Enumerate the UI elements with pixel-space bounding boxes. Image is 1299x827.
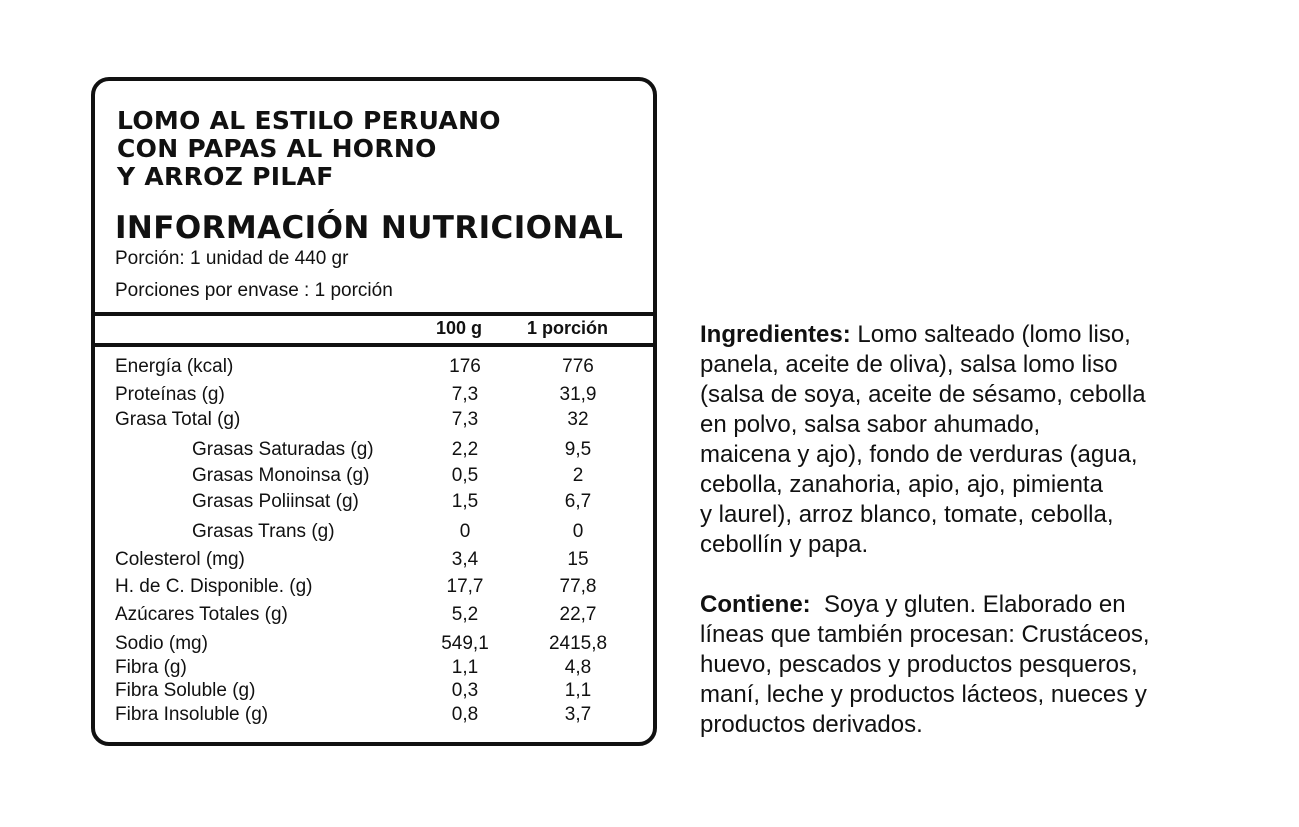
contains-first-line bbox=[700, 590, 1260, 620]
nutrient-name: Fibra Soluble (g) bbox=[115, 680, 256, 701]
nutrient-value-portion: 0 bbox=[572, 521, 584, 542]
nutrient-value-portion: 6,7 bbox=[564, 491, 592, 512]
ingredients-text: cebollín y papa. bbox=[700, 531, 869, 558]
nutrient-value-100g: 549,1 bbox=[441, 633, 489, 654]
nutrient-value-portion: 32 bbox=[567, 409, 589, 430]
nutrient-value-portion: 15 bbox=[567, 549, 589, 570]
nutrient-value-portion: 2 bbox=[572, 465, 584, 486]
nutrient-name: Grasas Poliinsat (g) bbox=[192, 491, 359, 512]
nutrient-row-hidratos bbox=[95, 575, 653, 599]
nutrient-name: Fibra (g) bbox=[115, 657, 187, 678]
nutrient-value-100g: 1,5 bbox=[451, 491, 479, 512]
nutrient-name: Energía (kcal) bbox=[115, 356, 234, 377]
table-header-divider bbox=[95, 343, 653, 347]
nutrient-value-portion: 31,9 bbox=[559, 384, 597, 405]
nutrient-row-colesterol bbox=[95, 548, 653, 572]
nutrient-value-portion: 3,7 bbox=[564, 704, 592, 725]
nutrient-name: Grasa Total (g) bbox=[115, 409, 241, 430]
contains-text: productos derivados. bbox=[700, 711, 923, 738]
servings-per-container: Porciones por envase : 1 porción bbox=[115, 280, 393, 301]
contains-text: maní, leche y productos lácteos, nueces y bbox=[700, 681, 1147, 708]
ingredients-text: cebolla, zanahoria, apio, ajo, pimienta bbox=[700, 471, 1103, 498]
nutrient-value-100g: 176 bbox=[449, 356, 481, 377]
nutrient-value-100g: 7,3 bbox=[451, 409, 479, 430]
contains-text: líneas que también procesan: Crustáceos, bbox=[700, 621, 1150, 648]
nutrient-value-100g: 3,4 bbox=[451, 549, 479, 570]
contains-block bbox=[700, 590, 1260, 740]
nutrient-row-grasas-monoinsa bbox=[95, 464, 653, 488]
nutrient-row-proteinas bbox=[95, 383, 653, 407]
ingredients-label: Ingredientes: bbox=[700, 321, 851, 348]
contains-text: huevo, pescados y productos pesqueros, bbox=[700, 651, 1138, 678]
ingredients-text: Lomo salteado (lomo liso, bbox=[850, 321, 1131, 348]
ingredients-block bbox=[700, 320, 1260, 560]
nutrient-value-portion: 9,5 bbox=[564, 439, 592, 460]
ingredients-text: panela, aceite de oliva), salsa lomo liso bbox=[700, 351, 1118, 378]
contains-text: Soya y gluten. Elaborado en bbox=[810, 591, 1126, 618]
nutrient-value-100g: 5,2 bbox=[451, 604, 479, 625]
nutrient-name: Fibra Insoluble (g) bbox=[115, 704, 269, 725]
nutrient-name: Grasas Trans (g) bbox=[192, 521, 335, 542]
nutrient-name: Colesterol (mg) bbox=[115, 549, 245, 570]
nutrient-row-grasas-trans bbox=[95, 520, 653, 544]
nutrient-row-fibra-insoluble bbox=[95, 703, 653, 727]
nutrient-value-100g: 0,5 bbox=[451, 465, 479, 486]
nutrient-name: Grasas Monoinsa (g) bbox=[192, 465, 370, 486]
nutrient-row-grasas-poliinsat bbox=[95, 490, 653, 514]
nutrient-value-portion: 4,8 bbox=[564, 657, 592, 678]
column-header-portion: 1 porción bbox=[527, 318, 609, 338]
nutrient-value-100g: 2,2 bbox=[451, 439, 479, 460]
nutrient-value-100g: 7,3 bbox=[451, 384, 479, 405]
serving-size: Porción: 1 unidad de 440 gr bbox=[115, 248, 349, 269]
nutrient-row-energia bbox=[95, 355, 653, 379]
nutrient-value-100g: 0,3 bbox=[451, 680, 479, 701]
nutrient-value-100g: 17,7 bbox=[446, 576, 484, 597]
table-top-divider bbox=[95, 312, 653, 316]
column-header-100g: 100 g bbox=[436, 318, 483, 338]
nutrient-name: Proteínas (g) bbox=[115, 384, 225, 405]
ingredients-text: maicena y ajo), fondo de verduras (agua, bbox=[700, 441, 1138, 468]
nutrition-facts-panel bbox=[91, 77, 657, 746]
nutrient-row-azucares bbox=[95, 603, 653, 627]
nutrient-value-100g: 0 bbox=[459, 521, 471, 542]
nutrient-name: Sodio (mg) bbox=[115, 633, 208, 654]
nutrition-section-title: INFORMACIÓN NUTRICIONAL bbox=[115, 210, 624, 246]
ingredients-text: en polvo, salsa sabor ahumado, bbox=[700, 411, 1041, 438]
nutrient-name: Azúcares Totales (g) bbox=[115, 604, 288, 625]
nutrient-value-100g: 0,8 bbox=[451, 704, 479, 725]
ingredients-first-line bbox=[700, 320, 1260, 350]
nutrient-row-grasas-saturadas bbox=[95, 438, 653, 462]
nutrient-value-portion: 77,8 bbox=[559, 576, 597, 597]
nutrient-value-portion: 776 bbox=[562, 356, 594, 377]
nutrient-row-sodio bbox=[95, 632, 653, 656]
nutrient-value-portion: 2415,8 bbox=[548, 633, 608, 654]
contains-label: Contiene: bbox=[700, 591, 811, 618]
product-title: LOMO AL ESTILO PERUANO CON PAPAS AL HORNO Y ARROZ PILAF bbox=[117, 106, 501, 191]
ingredients-text: (salsa de soya, aceite de sésamo, cebolla bbox=[700, 381, 1146, 408]
nutrient-row-grasa-total bbox=[95, 408, 653, 432]
nutrient-value-100g: 1,1 bbox=[451, 657, 479, 678]
nutrient-value-portion: 22,7 bbox=[559, 604, 597, 625]
nutrient-row-fibra bbox=[95, 656, 653, 680]
ingredients-text: y laurel), arroz blanco, tomate, cebolla, bbox=[700, 501, 1114, 528]
nutrient-name: H. de C. Disponible. (g) bbox=[115, 576, 313, 597]
nutrient-row-fibra-soluble bbox=[95, 679, 653, 703]
nutrient-name: Grasas Saturadas (g) bbox=[192, 439, 374, 460]
nutrient-value-portion: 1,1 bbox=[564, 680, 592, 701]
